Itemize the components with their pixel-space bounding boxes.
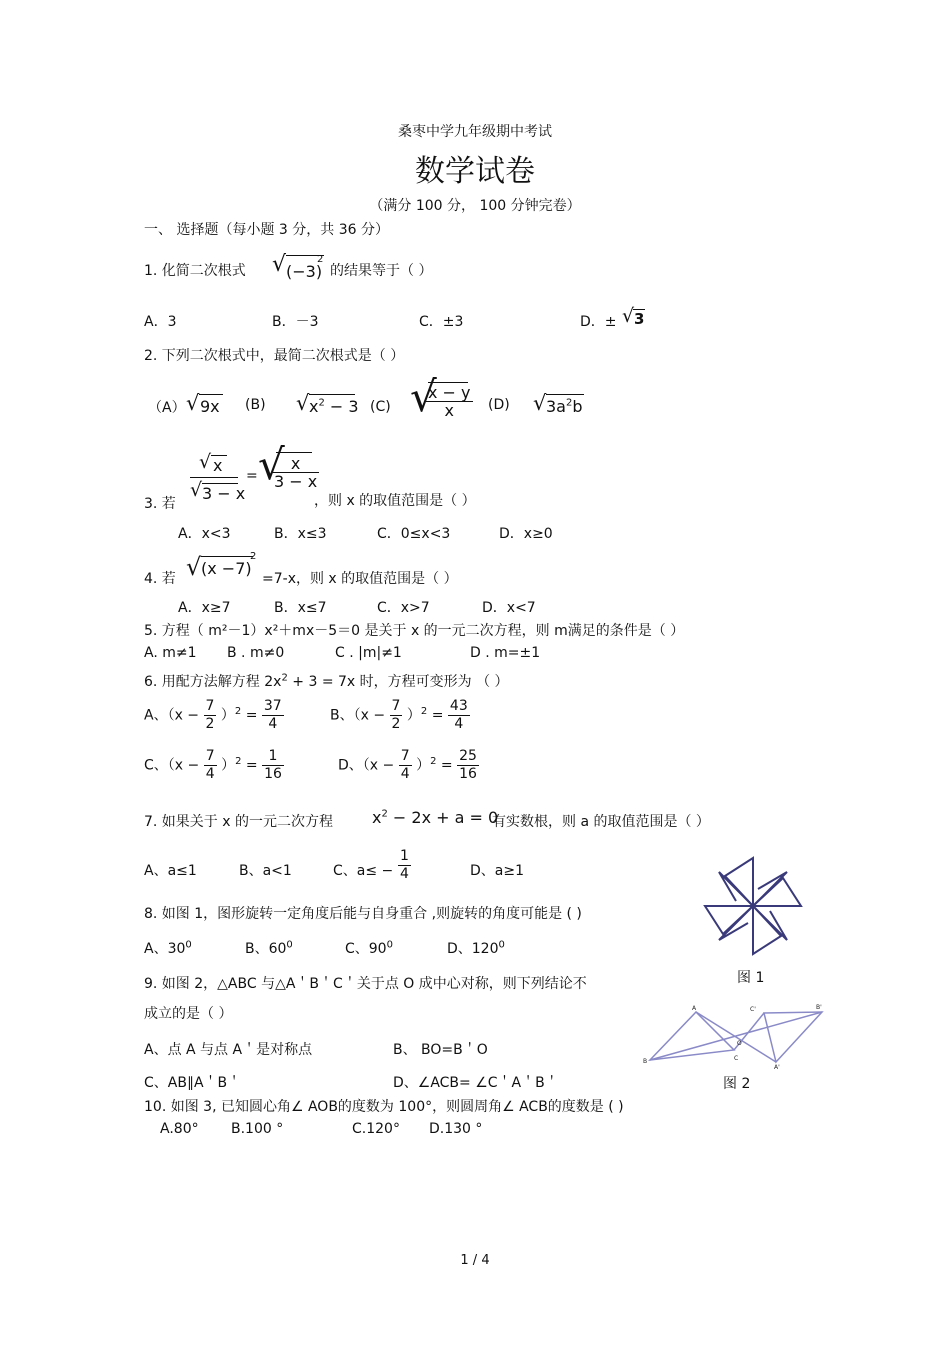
q6-stem-tail: + 3 = 7x 时，方程可变形为 （ ） — [287, 674, 509, 690]
fig2-label-a: A — [692, 1005, 697, 1012]
q3-lhs-fraction-bar — [190, 477, 238, 478]
q2-d-tail: b — [572, 397, 583, 416]
q6-c-exp: 2 — [235, 755, 242, 767]
q6-a-eq: = — [241, 707, 258, 724]
q3-option-a: A．x<3 — [178, 526, 231, 542]
q6-a-rn: 37 — [263, 698, 282, 714]
q8-option-c — [345, 938, 393, 958]
exam-note: （满分 100 分， 100 分钟完卷） — [369, 198, 581, 214]
q2-c-fraction — [426, 384, 473, 419]
q1-expr: (−3) — [286, 262, 323, 281]
q8-option-d-text: D、120 — [447, 941, 499, 957]
q1-exp: 2 — [317, 254, 324, 265]
q1-stem: 1. 化简二次根式 — [144, 263, 246, 279]
q2-label-b: (B) — [245, 397, 266, 413]
q2-stem: 2. 下列二次根式中，最简二次根式是（ ） — [144, 348, 405, 364]
q2-a-radical-sign: √ — [186, 391, 200, 415]
q6-b-pre: B、（x − — [330, 707, 386, 724]
q1-option-d: D．± — [580, 314, 617, 330]
figure-2 — [640, 1002, 830, 1078]
q2-d-radical-bar — [546, 394, 584, 395]
q6-a-fd: 2 — [205, 716, 215, 732]
q8-deg-b: 0 — [286, 939, 293, 951]
figure-1-caption: 图 1 — [737, 970, 765, 986]
q6-a-pre: A、（x − — [144, 707, 200, 724]
fig1-blade-7 — [753, 906, 787, 940]
q3-rhs-den: 3 − x — [274, 472, 318, 491]
q6-b-fn: 7 — [391, 698, 401, 714]
q6-d-rd: 16 — [459, 766, 477, 782]
q2-b-base: x — [309, 397, 319, 416]
q10-option-a: A.80° — [160, 1121, 199, 1137]
q7-option-b: B、a<1 — [239, 863, 292, 879]
q2-label-d: (D) — [488, 397, 510, 413]
q10-stem: 10. 如图 3, 已知圆心角∠ AOB的度数为 100°，则圆周角∠ ACB的度数是 ( ) — [144, 1099, 624, 1115]
q6-b-exp: 2 — [420, 705, 428, 717]
q2-a-expr: 9x — [200, 397, 220, 416]
q6-d-rn: 25 — [459, 748, 477, 764]
figure-2-caption: 图 2 — [723, 1076, 751, 1092]
q7-tail: 有实数根，则 a 的取值范围是（ ） — [492, 814, 710, 830]
q1-tail: 的结果等于（ ） — [330, 263, 433, 279]
fig2-label-c: C — [734, 1055, 739, 1062]
page-title: 数学试卷 — [415, 154, 535, 189]
q2-label-a: （A） — [148, 400, 186, 416]
figure-1 — [700, 853, 806, 959]
fig2-label-bp: B' — [816, 1004, 822, 1011]
q3-option-d: D．x≥0 — [499, 526, 553, 542]
q9-option-c: C、AB∥A＇B＇ — [144, 1075, 242, 1091]
q6-d-eq: = — [436, 757, 453, 774]
q8-option-b — [245, 938, 293, 958]
q9-option-a: A、点 A 与点 A＇是对称点 — [144, 1042, 313, 1058]
q6-stem-exp: 2 — [281, 672, 288, 684]
q2-d-base: 3a — [546, 397, 566, 416]
q9-line1: 9. 如图 2，△ABC 与△A＇B＇C＇关于点 O 成中心对称，则下列结论不 — [144, 976, 587, 992]
q4-option-d: D．x<7 — [482, 600, 536, 616]
q6-b-fd: 2 — [391, 716, 401, 732]
q2-b-expr — [309, 397, 359, 416]
q3-rhs-radical-sign: √ — [258, 440, 285, 489]
fig2-label-o: O — [737, 1040, 742, 1047]
q9-option-d: D、∠ACB= ∠C＇A＇B＇ — [393, 1075, 559, 1091]
q8-option-c-text: C、90 — [345, 941, 387, 957]
q8-stem: 8. 如图 1，图形旋转一定角度后能与自身重合 ,则旋转的角度可能是 ( ) — [144, 906, 582, 922]
fig1-blade-6 — [753, 872, 787, 906]
q6-stem-text: 6. 用配方法解方程 2x — [144, 674, 282, 690]
q6-stem — [144, 671, 509, 691]
q1-d-value: 3 — [634, 310, 645, 328]
q7-option-d: D、a≥1 — [470, 863, 524, 879]
q6-c-rd: 16 — [264, 766, 282, 782]
fig2-label-cp: C' — [750, 1006, 756, 1013]
q5-option-b: B . m≠0 — [227, 645, 285, 661]
q7-eq-x: x — [372, 808, 382, 827]
q4-option-c: C．x>7 — [377, 600, 430, 616]
school-name: 桑枣中学九年级期中考试 — [398, 124, 552, 140]
q2-d-expr — [546, 397, 583, 416]
q4-exp: 2 — [250, 551, 257, 562]
q7-equation — [372, 808, 498, 827]
q1-option-b: B．－3 — [272, 314, 319, 330]
fig2-line-b-bp — [650, 1012, 822, 1060]
fig1-blade-8 — [719, 906, 753, 940]
q7-c-den: 4 — [400, 866, 409, 882]
q1-option-c: C．±3 — [419, 314, 464, 330]
q4-radical-bar — [201, 556, 253, 557]
q6-c-post: ） — [221, 757, 236, 774]
q6-d-pre: D、（x − — [338, 757, 395, 774]
page-number: 1 / 4 — [460, 1253, 490, 1268]
q7-stem: 7. 如果关于 x 的一元二次方程 — [144, 814, 333, 830]
q8-deg-c: 0 — [386, 939, 393, 951]
fig1-blade-5 — [719, 872, 753, 906]
q6-a-post: ） — [220, 707, 235, 724]
q6-b-rn: 43 — [449, 698, 468, 714]
q4-option-b: B．x≤7 — [274, 600, 327, 616]
q7-c-num: 1 — [400, 848, 409, 864]
q6-a-exp: 2 — [234, 705, 242, 717]
q3-lhs-num: x — [213, 456, 223, 475]
q4-expr: (x −7) — [201, 559, 252, 578]
q6-c-fn: 7 — [205, 748, 215, 764]
q3-option-c: C．0≤x<3 — [377, 526, 451, 542]
q6-option-a — [144, 698, 284, 733]
q6-option-d — [338, 748, 479, 783]
fig2-triangle-abc — [650, 1012, 734, 1060]
q8-deg-a: 0 — [185, 939, 192, 951]
q3-option-b: B．x≤3 — [274, 526, 327, 542]
q3-equals: = — [246, 468, 258, 484]
q3-rhs-fraction — [272, 455, 319, 490]
section-heading: 一、 选择题（每小题 3 分，共 36 分） — [144, 222, 389, 238]
q6-option-b — [330, 698, 470, 733]
q2-c-num: x − y — [428, 383, 471, 402]
q4-tail: =7-x，则 x 的取值范围是（ ） — [262, 571, 458, 587]
q10-option-c: C.120° — [352, 1121, 400, 1137]
q3-lhs-den-radical-sign: √ — [190, 479, 203, 501]
q2-d-exp: 2 — [565, 397, 573, 409]
q6-d-fd: 4 — [400, 766, 410, 782]
fig2-label-b: B — [643, 1058, 648, 1065]
q8-deg-d: 0 — [498, 939, 505, 951]
q2-d-radical-sign: √ — [533, 391, 547, 415]
q7-option-c: C、a≤ − — [333, 863, 394, 879]
q8-option-a — [144, 938, 192, 958]
q1-d-radical-sign: √ — [622, 305, 635, 327]
q1-option-a: A．3 — [144, 314, 177, 330]
q9-line2: 成立的是（ ） — [144, 1006, 233, 1022]
q2-a-radical-bar — [199, 394, 223, 395]
q10-option-b: B.100 ° — [231, 1121, 284, 1137]
q3-rhs-radical-bar — [276, 452, 312, 453]
q6-b-eq: = — [427, 707, 444, 724]
q6-b-rd: 4 — [454, 716, 464, 732]
q2-b-radical-sign: √ — [296, 391, 310, 415]
q7-option-a: A、a≤1 — [144, 863, 197, 879]
q7-eq-exp: 2 — [381, 808, 388, 820]
q1-radical-sign: √ — [272, 252, 287, 277]
q7-eq-tail: − 2x + a = 0 — [387, 808, 499, 827]
q2-label-c: (C) — [370, 399, 391, 415]
q8-option-d — [447, 938, 505, 958]
q6-d-post: ） — [416, 757, 431, 774]
q3-rhs-num: x — [272, 455, 319, 473]
q2-c-den: x — [444, 401, 454, 420]
q2-b-exp: 2 — [318, 397, 325, 409]
q6-c-rn: 1 — [262, 748, 284, 766]
q5-option-a: A. m≠1 — [144, 645, 197, 661]
q2-b-tail: − 3 — [324, 397, 359, 416]
q6-c-fd: 4 — [205, 766, 215, 782]
q3-lhs-num-radical-sign: √ — [199, 451, 212, 473]
q9-option-b: B、 BO=B＇O — [393, 1042, 488, 1058]
q6-d-fn: 7 — [400, 748, 410, 764]
q6-option-c — [144, 748, 284, 783]
q8-option-b-text: B、60 — [245, 941, 287, 957]
q10-option-d: D.130 ° — [429, 1121, 483, 1137]
q3-tail: ，则 x 的取值范围是（ ） — [314, 493, 476, 509]
q8-option-a-text: A、30 — [144, 941, 186, 957]
q2-c-radical-sign: √ — [410, 372, 437, 421]
q6-a-fn: 7 — [205, 698, 215, 714]
q3-lhs-den: 3 − x — [202, 484, 246, 503]
q5-option-d: D . m=±1 — [470, 645, 541, 661]
q6-c-pre: C、（x − — [144, 757, 200, 774]
q6-a-rd: 4 — [268, 716, 278, 732]
q3-prefix: 3. 若 — [144, 496, 176, 512]
q5-stem: 5. 方程（ m²－1）x²＋mx－5＝0 是关于 x 的一元二次方程，则 m满足的条件是（ ） — [144, 623, 685, 639]
q5-option-c: C . |m|≠1 — [335, 645, 402, 661]
fig2-label-ap: A' — [774, 1064, 780, 1071]
q7-option-c-fraction — [398, 848, 411, 883]
q4-radical-sign: √ — [186, 553, 202, 581]
q4-prefix: 4. 若 — [144, 571, 176, 587]
q6-b-post: ） — [406, 707, 421, 724]
q6-d-exp: 2 — [430, 755, 437, 767]
q6-c-eq: = — [241, 757, 258, 774]
q2-b-radical-bar — [309, 394, 355, 395]
q4-option-a: A．x≥7 — [178, 600, 231, 616]
